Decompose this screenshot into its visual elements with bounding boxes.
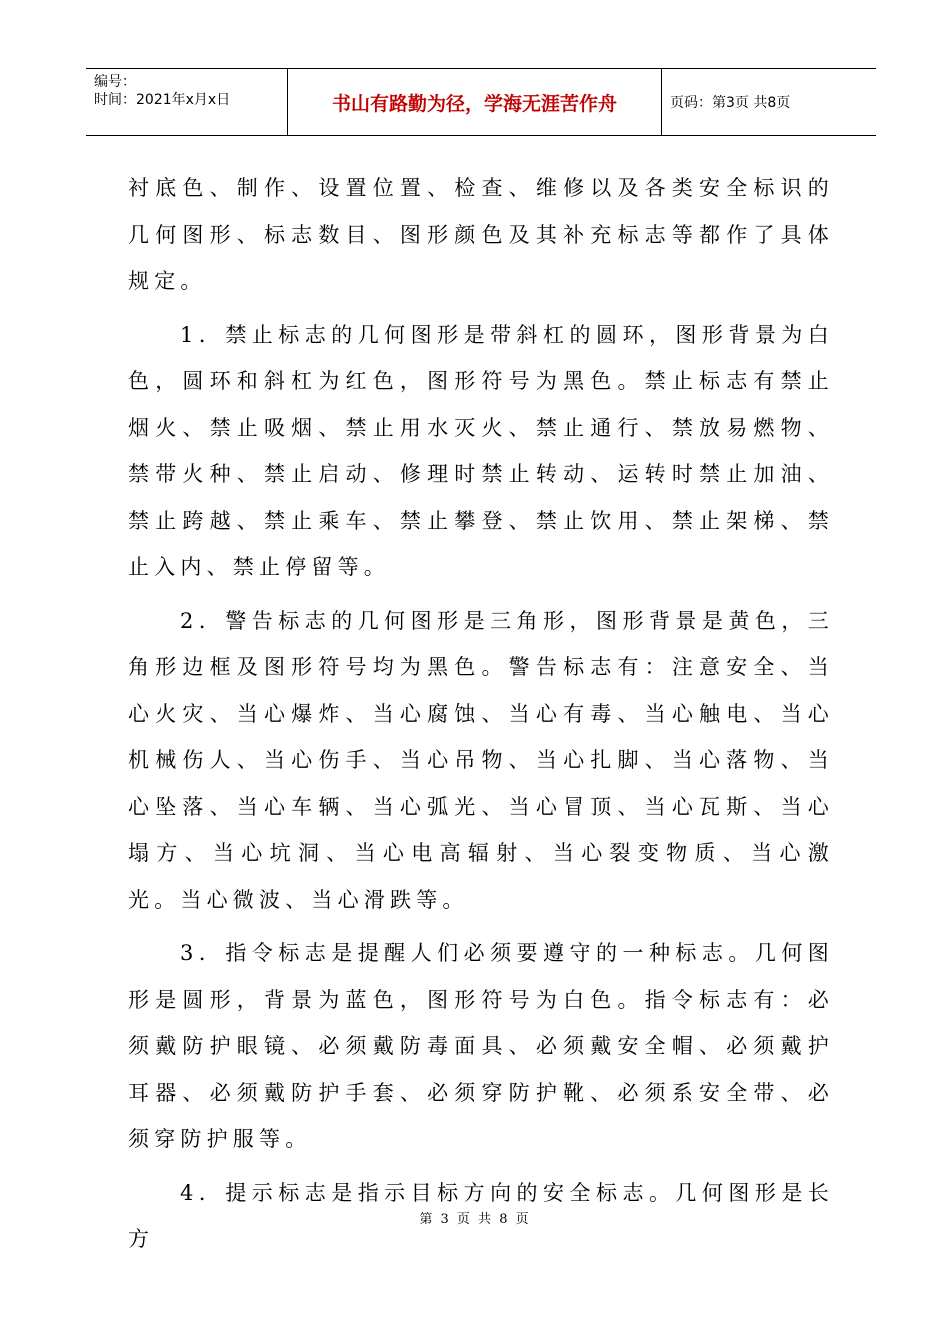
time-label: 时间：2021年x月x日: [94, 92, 231, 108]
header-motto: 书山有路勤为径，学海无涯苦作舟: [288, 69, 662, 135]
paragraph: 3．指令标志是提醒人们必须要遵守的一种标志。几何图形是圆形，背景为蓝色，图形符号为白色。指令标志有：必须戴防护眼镜、必须戴防毒面具、必须戴安全帽、必须戴护耳器、必须戴防护手套、必须穿防护靴、必须系安全带、必须穿防护服等。: [128, 941, 834, 1151]
paragraph: 2．警告标志的几何图形是三角形，图形背景是黄色，三角形边框及图形符号均为黑色。警告标志有：注意安全、当心火灾、当心爆炸、当心腐蚀、当心有毒、当心触电、当心机械伤人、当心伤手、当心吊物、当心扎脚、当心落物、当心坠落、当心车辆、当心弧光、当心冒顶、当心瓦斯、当心塌方、当心坑洞、当心电高辐射、当心裂变物质、当心激光。当心微波、当心滑跌等。: [128, 608, 834, 912]
header-page-info: 页码：第3页 共8页: [670, 95, 791, 111]
page-footer: 第 3 页 共 8 页: [419, 1212, 531, 1227]
header-meta: [86, 69, 288, 135]
paragraph: 衬底色、制作、设置位置、检查、维修以及各类安全标识的几何图形、标志数目、图形颜色及其补充标志等都作了具体规定。: [128, 176, 834, 293]
page-header: [86, 68, 876, 136]
paragraph: 4．提示标志是指示目标方向的安全标志。几何图形是长方: [128, 1180, 834, 1251]
number-label: 编号：: [94, 74, 136, 90]
document-body: [128, 165, 834, 1270]
paragraph: 1．禁止标志的几何图形是带斜杠的圆环，图形背景为白色，圆环和斜杠为红色，图形符号为黑色。禁止标志有禁止烟火、禁止吸烟、禁止用水灭火、禁止通行、禁放易燃物、禁带火种、禁止启动、修理时禁止转动、运转时禁止加油、禁止跨越、禁止乘车、禁止攀登、禁止饮用、禁止架梯、禁止入内、禁止停留等。: [128, 322, 834, 579]
